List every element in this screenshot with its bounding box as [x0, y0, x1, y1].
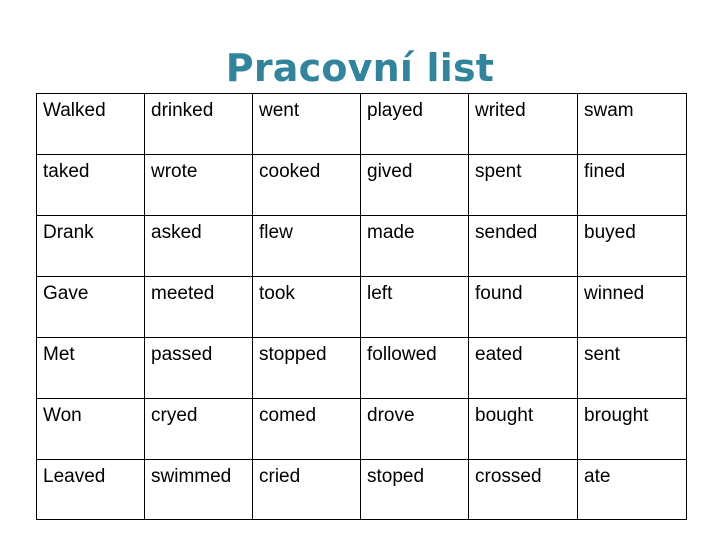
table-cell — [253, 94, 361, 155]
cell-word: took — [259, 283, 295, 304]
cell-word: Gave — [43, 283, 89, 304]
word-table — [36, 93, 687, 520]
cell-word: cried — [259, 466, 301, 487]
table-row — [37, 155, 687, 216]
cell-word: comed — [259, 405, 317, 426]
cell-word: made — [367, 222, 415, 243]
cell-word: Walked — [43, 100, 106, 121]
table-cell — [253, 155, 361, 216]
cell-word: sended — [475, 222, 538, 243]
table-cell — [145, 460, 253, 520]
table-cell — [469, 460, 578, 520]
table-cell — [361, 277, 469, 338]
table-cell — [361, 155, 469, 216]
cell-word: swimmed — [151, 466, 232, 487]
cell-word: swam — [584, 100, 634, 121]
cell-word: followed — [367, 344, 437, 365]
table-cell — [361, 460, 469, 520]
table-cell — [361, 216, 469, 277]
cell-word: cryed — [151, 405, 198, 426]
cell-word: fined — [584, 161, 626, 182]
cell-word: eated — [475, 344, 523, 365]
table-row — [37, 338, 687, 399]
table-cell — [578, 94, 687, 155]
table-cell — [578, 399, 687, 460]
cell-word: drinked — [151, 100, 214, 121]
table-cell — [253, 216, 361, 277]
table-cell — [578, 216, 687, 277]
table-cell — [578, 277, 687, 338]
cell-word: stopped — [259, 344, 327, 365]
cell-word: Leaved — [43, 466, 106, 487]
cell-word: brought — [584, 405, 649, 426]
table-cell — [253, 399, 361, 460]
table-cell — [37, 94, 145, 155]
table-cell — [37, 277, 145, 338]
cell-word: wrote — [151, 161, 198, 182]
cell-word: Won — [43, 405, 82, 426]
cell-word: played — [367, 100, 423, 121]
table-cell — [145, 338, 253, 399]
cell-word: stoped — [367, 466, 425, 487]
table-cell — [578, 155, 687, 216]
table-row — [37, 216, 687, 277]
table-row — [37, 277, 687, 338]
table-cell — [145, 94, 253, 155]
table-cell — [469, 277, 578, 338]
table-cell — [37, 338, 145, 399]
cell-word: winned — [584, 283, 645, 304]
table-cell — [253, 460, 361, 520]
table-cell — [469, 216, 578, 277]
table-cell — [37, 460, 145, 520]
table-cell — [253, 277, 361, 338]
cell-word: Met — [43, 344, 75, 365]
cell-word: writed — [475, 100, 526, 121]
cell-word: asked — [151, 222, 202, 243]
cell-word: buyed — [584, 222, 636, 243]
table-row — [37, 399, 687, 460]
cell-word: flew — [259, 222, 293, 243]
cell-word: went — [259, 100, 300, 121]
table-cell — [469, 94, 578, 155]
cell-word: ate — [584, 466, 611, 487]
table-cell — [37, 216, 145, 277]
page-title: Pracovní list — [225, 46, 495, 90]
table-cell — [253, 338, 361, 399]
cell-word: crossed — [475, 466, 542, 487]
cell-word: spent — [475, 161, 522, 182]
cell-word: Drank — [43, 222, 94, 243]
cell-word: found — [475, 283, 523, 304]
cell-word: sent — [584, 344, 620, 365]
cell-word: gived — [367, 161, 413, 182]
table-cell — [469, 155, 578, 216]
table-cell — [578, 460, 687, 520]
table-cell — [361, 338, 469, 399]
cell-word: drove — [367, 405, 415, 426]
cell-word: passed — [151, 344, 213, 365]
table-cell — [361, 399, 469, 460]
table-row — [37, 94, 687, 155]
cell-word: bought — [475, 405, 534, 426]
cell-word: taked — [43, 161, 90, 182]
table-cell — [469, 338, 578, 399]
table-cell — [37, 399, 145, 460]
table-cell — [145, 155, 253, 216]
table-cell — [578, 338, 687, 399]
table-cell — [145, 216, 253, 277]
cell-word: left — [367, 283, 393, 304]
cell-word: cooked — [259, 161, 321, 182]
table-cell — [145, 277, 253, 338]
table-cell — [145, 399, 253, 460]
cell-word: meeted — [151, 283, 215, 304]
table-cell — [37, 155, 145, 216]
table-body — [37, 94, 687, 520]
table-cell — [469, 399, 578, 460]
table-cell — [361, 94, 469, 155]
table-row — [37, 460, 687, 520]
